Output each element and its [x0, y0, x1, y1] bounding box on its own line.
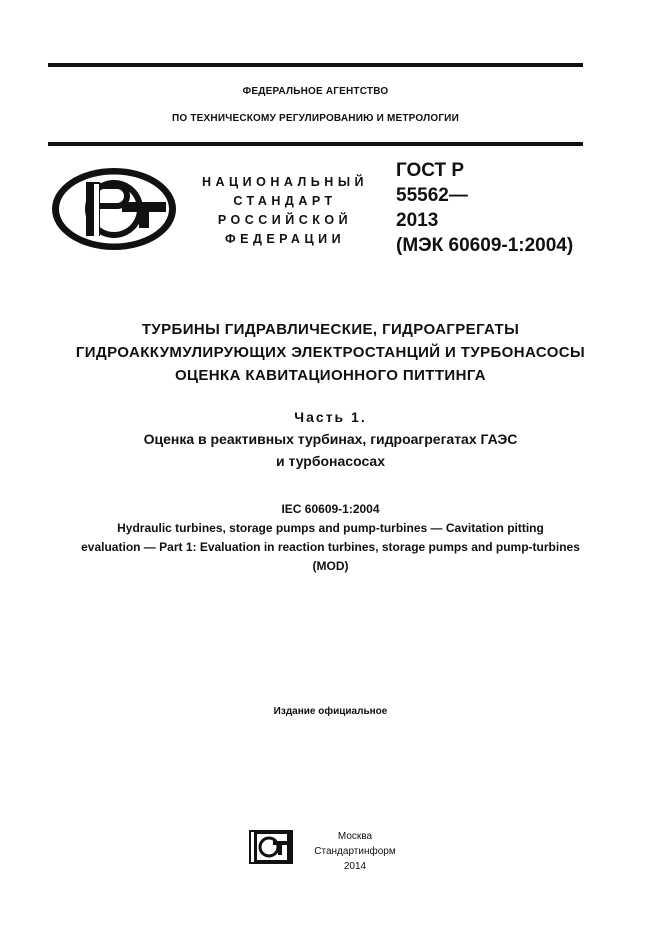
- part-heading: [48, 406, 613, 472]
- agency-line-2: ПО ТЕХНИЧЕСКОМУ РЕГУЛИРОВАНИЮ И МЕТРОЛОГИИ: [172, 113, 459, 124]
- title-line: ГИДРОАККУМУЛИРУЮЩИХ ЭЛЕКТРОСТАНЦИЙ И ТУРБОНАСОСЫ: [75, 344, 586, 361]
- iec-code: IEC 60609-1:2004: [281, 502, 380, 516]
- gost-number: 55562—: [396, 185, 468, 206]
- part-title-line: и турбонасосах: [276, 453, 385, 469]
- gost-year: 2013: [396, 210, 439, 231]
- national-line: НАЦИОНАЛЬНЫЙ: [201, 175, 369, 189]
- gost-iec-ref: (МЭК 60609-1:2004): [396, 235, 574, 256]
- iec-reference: [20, 500, 641, 576]
- national-standard-block: [195, 173, 375, 249]
- official-edition: Издание официальное: [273, 706, 388, 717]
- national-line: РОССИЙСКОЙ: [217, 213, 353, 227]
- top-rule: [48, 63, 583, 67]
- document-title: [48, 318, 613, 387]
- publisher-year: 2014: [343, 861, 367, 872]
- agency-line-1: ФЕДЕРАЛЬНОЕ АГЕНТСТВО: [242, 86, 389, 97]
- publisher-name: Стандартинформ: [314, 846, 396, 857]
- standartinform-logo: [249, 830, 293, 864]
- national-line: СТАНДАРТ: [233, 194, 337, 208]
- iec-title-line: Hydraulic turbines, storage pumps and pump-turbines — Cavitation pitting: [117, 521, 544, 535]
- publisher-block: [300, 829, 410, 874]
- gost-r-logo: [50, 166, 178, 252]
- part-number: Часть 1.: [294, 409, 367, 425]
- gost-label: ГОСТ Р: [396, 160, 465, 181]
- iec-title-line: evaluation — Part 1: Evaluation in reaction turbines, storage pumps and pump-turbines: [81, 540, 580, 554]
- publisher-city: Москва: [337, 831, 373, 842]
- title-line: ТУРБИНЫ ГИДРАВЛИЧЕСКИЕ, ГИДРОАГРЕГАТЫ: [141, 321, 520, 338]
- gost-designation: [396, 158, 573, 258]
- part-title-line: Оценка в реактивных турбинах, гидроагрегатах ГАЭС: [143, 431, 518, 447]
- national-line: ФЕДЕРАЦИИ: [224, 232, 346, 246]
- title-line: ОЦЕНКА КАВИТАЦИОННОГО ПИТТИНГА: [174, 367, 487, 384]
- header-rule: [48, 142, 583, 146]
- iec-mod: (MOD): [312, 559, 349, 573]
